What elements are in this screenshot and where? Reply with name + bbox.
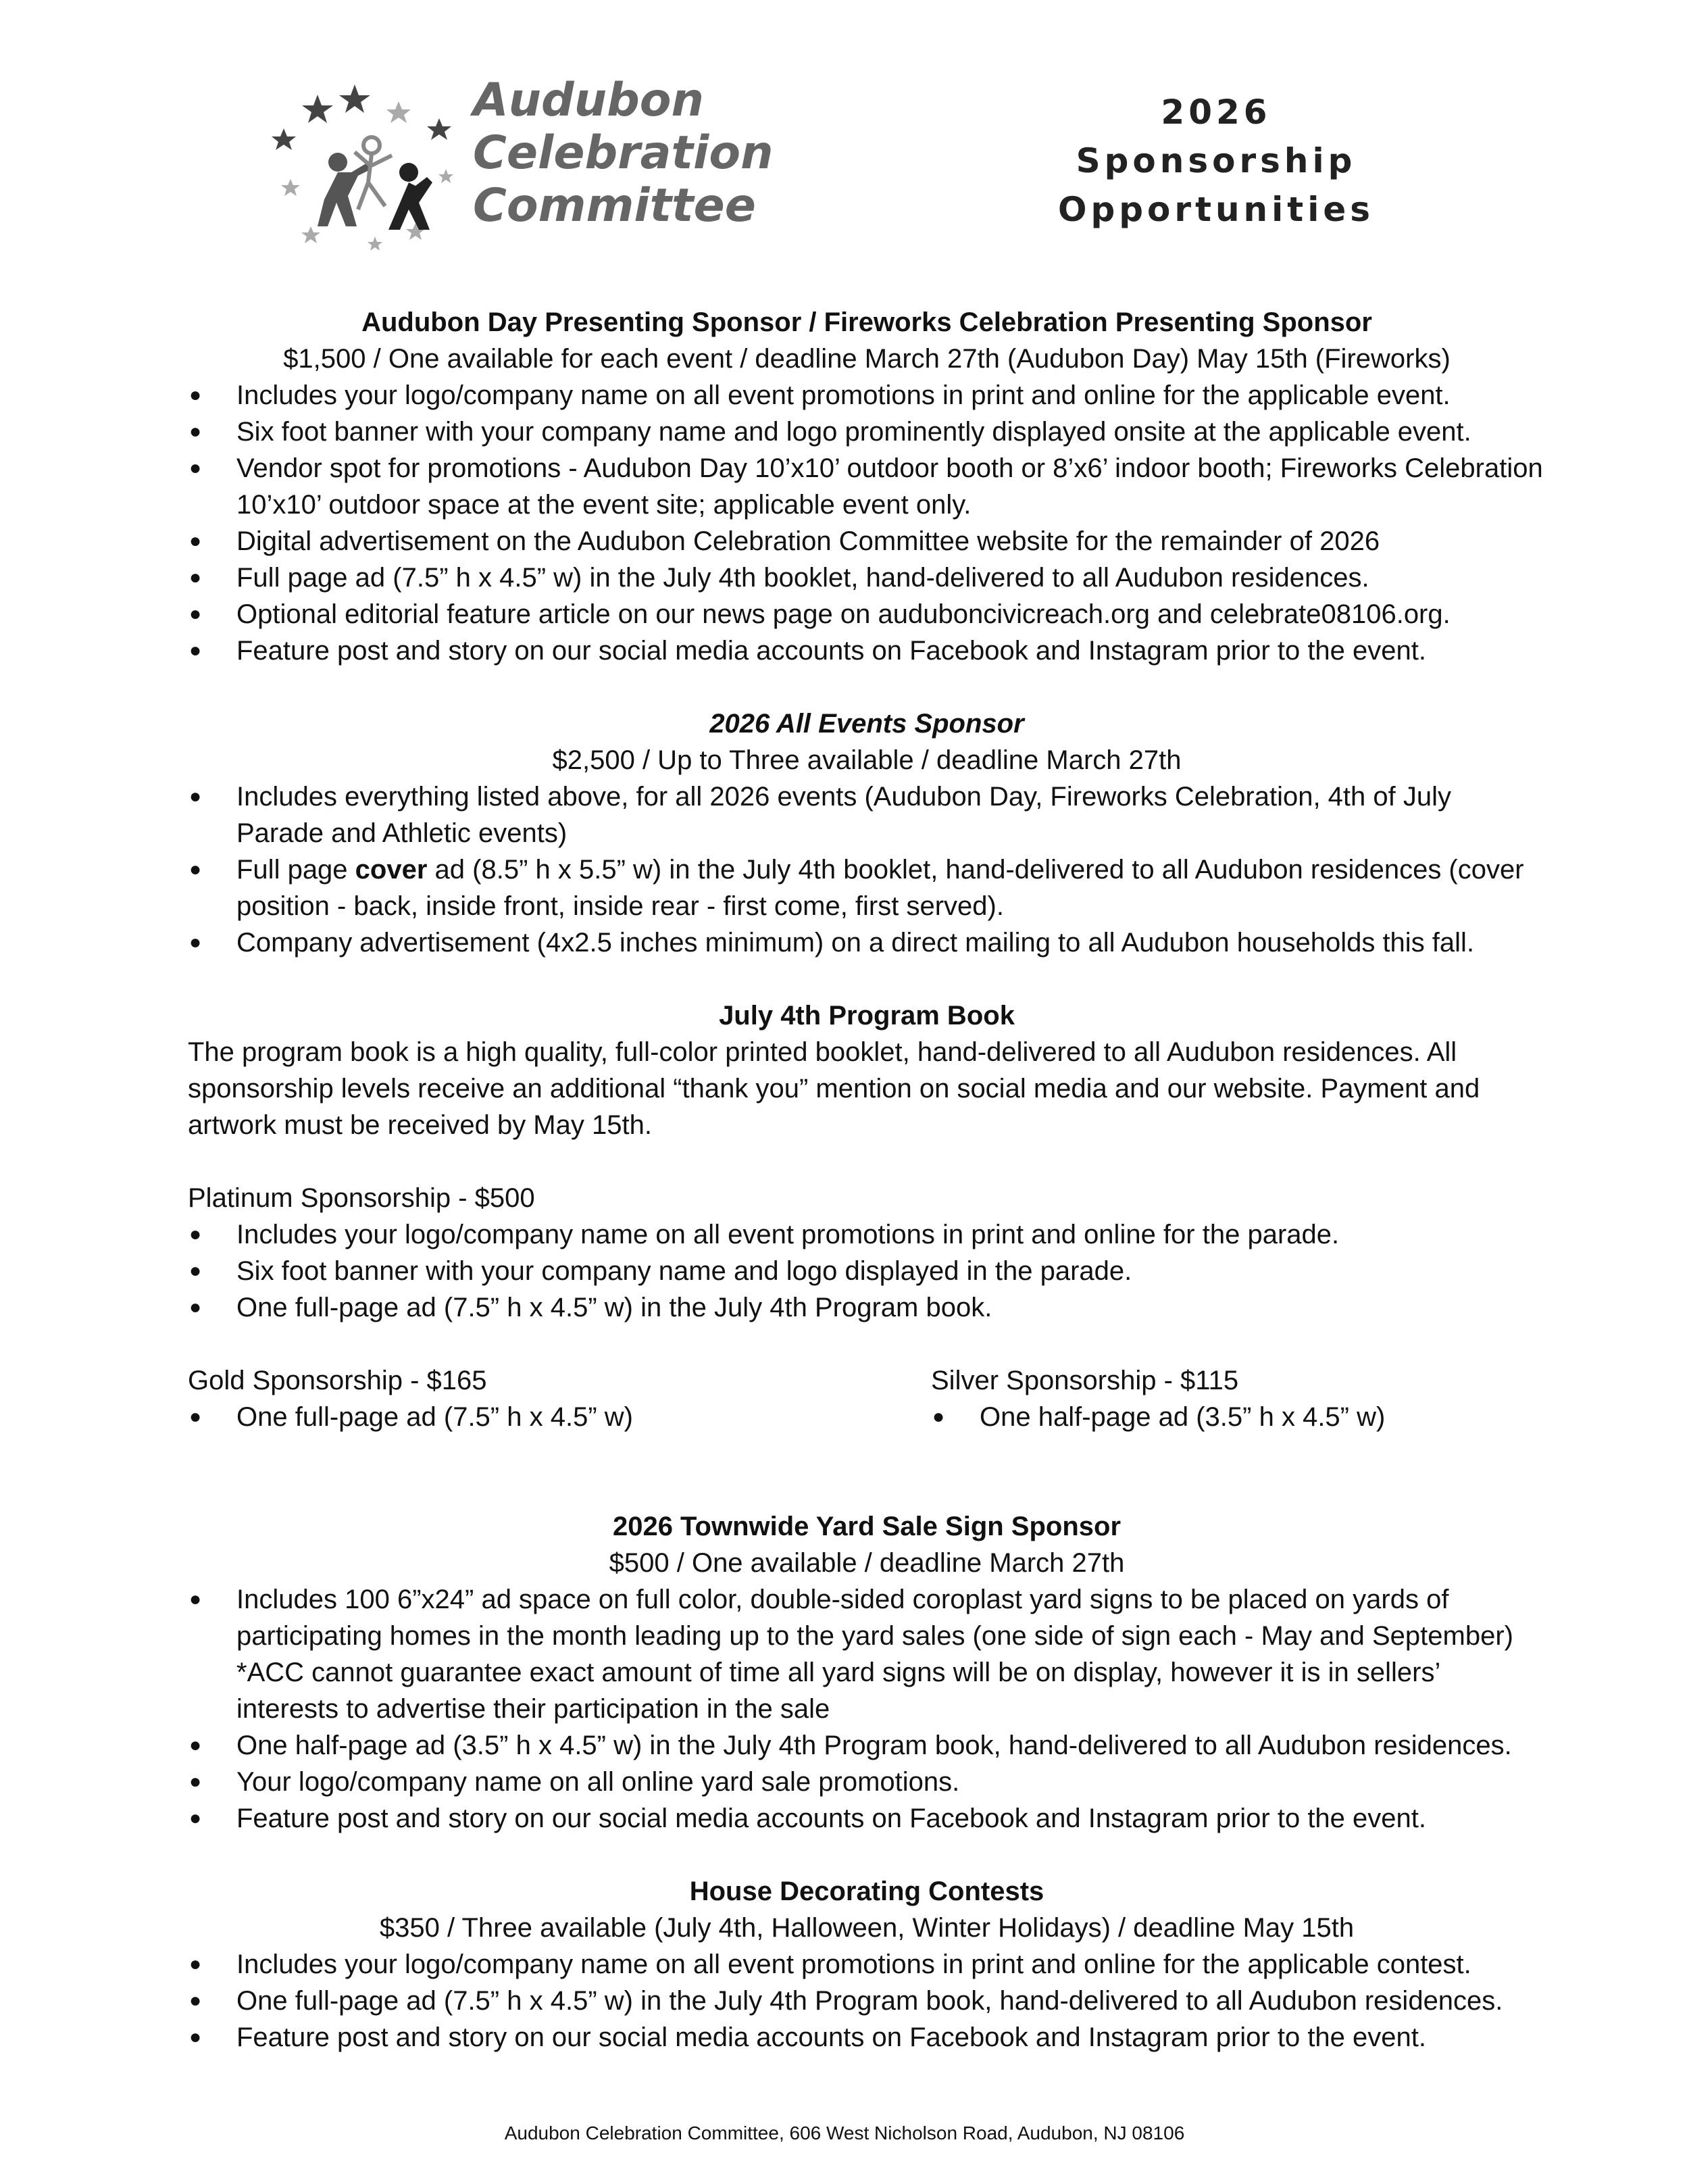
program-book-section — [188, 997, 1546, 1435]
silver-sponsorship — [931, 1362, 1546, 1435]
gold-sponsorship — [188, 1362, 931, 1435]
list-item: ● One full-page ad (7.5” h x 4.5” w) in the July 4th Program book, hand-delivered to all Audubon residences. — [188, 1983, 1546, 2019]
list-item: ● Includes your logo/company name on all event promotions in print and online for the parade. — [188, 1216, 1546, 1253]
list-item: ● Digital advertisement on the Audubon Celebration Committee website for the remainder of 2026 — [188, 523, 1546, 560]
title-line-3: Opportunities — [1057, 190, 1375, 229]
list-item: ● Feature post and story on our social media accounts on Facebook and Instagram prior to the event. — [188, 2019, 1546, 2056]
yard-sale-sponsor-section — [188, 1508, 1546, 1837]
section-subheading: $500 / One available / deadline March 27th — [609, 1548, 1125, 1578]
list-item — [188, 851, 1546, 924]
benefit-list — [188, 778, 1546, 961]
presenting-sponsor-section — [188, 304, 1546, 669]
main-content — [188, 304, 1546, 2056]
title-year: 2026 — [1161, 93, 1271, 132]
page-title — [1013, 88, 1419, 234]
list-item: ● Optional editorial feature article on our news page on auduboncivicreach.org and celebrate08106.org. — [188, 596, 1546, 632]
platinum-title: Platinum Sponsorship - $500 — [188, 1183, 535, 1213]
benefit-list — [188, 1216, 1546, 1326]
section-subheading: $350 / Three available (July 4th, Halloween, Winter Holidays) / deadline May 15th — [379, 1913, 1355, 1943]
list-item: ● Six foot banner with your company name and logo prominently displayed onsite at the applicable event. — [188, 414, 1546, 450]
benefit-list — [188, 377, 1546, 669]
benefit-list — [931, 1399, 1546, 1435]
logo — [270, 74, 774, 257]
list-item: ● One half-page ad (3.5” h x 4.5” w) in the July 4th Program book, hand-delivered to all Audubon residences. — [188, 1727, 1546, 1764]
cover-emphasis: cover — [355, 855, 428, 885]
list-item: ● Feature post and story on our social media accounts on Facebook and Instagram prior to the event. — [188, 1800, 1546, 1837]
cover-ad-text-pre: Full page — [236, 855, 355, 885]
list-item: ● Feature post and story on our social media accounts on Facebook and Instagram prior to the event. — [188, 632, 1546, 669]
list-item: ● Vendor spot for promotions - Audubon Day 10’x10’ outdoor booth or 8’x6’ indoor booth; Fireworks Celebration 10’x10’ outdoor space at the event site; applicable event only. — [188, 450, 1546, 523]
section-heading: July 4th Program Book — [719, 1001, 1015, 1031]
all-events-sponsor-section — [188, 705, 1546, 961]
benefit-list — [188, 1946, 1546, 2056]
section-subheading: $2,500 / Up to Three available / deadline March 27th — [552, 745, 1182, 775]
title-line-2: Sponsorship — [1076, 141, 1357, 180]
list-item: ● One full-page ad (7.5” h x 4.5” w) in the July 4th Program book. — [188, 1289, 1546, 1326]
section-heading: 2026 All Events Sponsor — [709, 709, 1024, 739]
list-item: ● Your logo/company name on all online yard sale promotions. — [188, 1764, 1546, 1800]
list-item: ● Includes your logo/company name on all event promotions in print and online for the applicable event. — [188, 377, 1546, 414]
section-heading: House Decorating Contests — [689, 1877, 1044, 1906]
logo-line-3: Committee — [473, 179, 756, 232]
list-item: ● Company advertisement (4x2.5 inches minimum) on a direct mailing to all Audubon households this fall. — [188, 924, 1546, 961]
list-item: ● Six foot banner with your company name and logo displayed in the parade. — [188, 1253, 1546, 1289]
logo-line-2: Celebration — [473, 126, 774, 180]
list-item: ● One full-page ad (7.5” h x 4.5” w) — [188, 1399, 931, 1435]
logo-line-1: Audubon — [473, 74, 704, 127]
stars-and-dancing-figures-icon — [270, 81, 459, 250]
section-intro: The program book is a high quality, full-color printed booklet, hand-delivered to all Audubon residences. All sponsorship levels receive an additional “thank you” mention on social media and our website. Payment and artwork must be received by May 15th. — [188, 1037, 1480, 1140]
section-heading: Audubon Day Presenting Sponsor / Fireworks Celebration Presenting Sponsor — [361, 307, 1372, 337]
gold-silver-row — [188, 1362, 1546, 1435]
list-item: ● Includes your logo/company name on all event promotions in print and online for the applicable contest. — [188, 1946, 1546, 1983]
logo-wordmark — [473, 74, 774, 232]
silver-title: Silver Sponsorship - $115 — [931, 1366, 1239, 1395]
section-subheading: $1,500 / One available for each event / deadline March 27th (Audubon Day) May 15th (Fireworks) — [283, 344, 1451, 374]
list-item: ● Full page ad (7.5” h x 4.5” w) in the July 4th booklet, hand-delivered to all Audubon residences. — [188, 560, 1546, 596]
benefit-list — [188, 1399, 931, 1435]
house-decorating-section — [188, 1873, 1546, 2056]
list-item: ● Includes 100 6”x24” ad space on full color, double-sided coroplast yard signs to be placed on yards of participating homes in the month leading up to the yard sales (one side of sign each - May and September) *ACC cannot guarantee exact amount of time all yard signs will be on display, however it is in sellers’ interests to advertise their participation in the sale — [188, 1581, 1546, 1727]
section-heading: 2026 Townwide Yard Sale Sign Sponsor — [612, 1512, 1121, 1541]
cover-ad-text-post: ad (8.5” h x 5.5” w) in the July 4th booklet, hand-delivered to all Audubon residences (cover position - back, inside front, inside rear - first come, first served). — [236, 855, 1524, 921]
list-item: ● Includes everything listed above, for all 2026 events (Audubon Day, Fireworks Celebration, 4th of July Parade and Athletic events) — [188, 778, 1546, 851]
gold-title: Gold Sponsorship - $165 — [188, 1366, 487, 1395]
footer-address: Audubon Celebration Committee, 606 West Nicholson Road, Audubon, NJ 08106 — [504, 2123, 1185, 2143]
benefit-list — [188, 1581, 1546, 1837]
list-item: ● One half-page ad (3.5” h x 4.5” w) — [931, 1399, 1546, 1435]
